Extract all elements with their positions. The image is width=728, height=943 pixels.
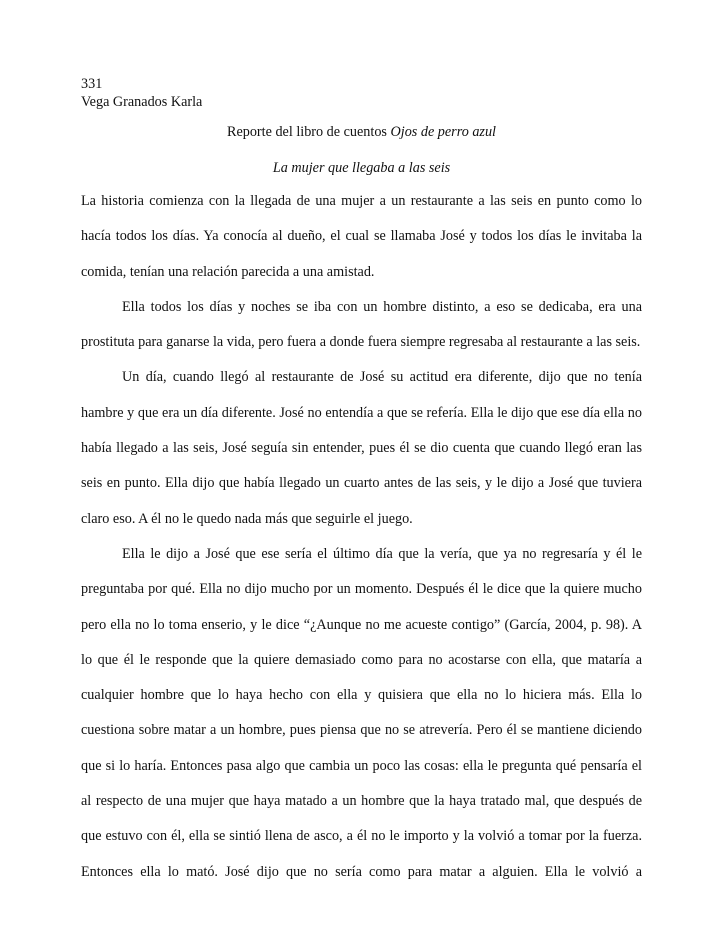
- paragraph-4: Ella le dijo a José que ese sería el último día que la vería, que ya no regresaría y él le preguntaba por qué. Ella no dijo mucho por un momento. Después él le dice que la quiere mucho pero ella no lo toma enserio, y le dice “¿Aunque no me acueste contigo” (García, 2004, p. 98). A lo que él le responde que la quiere demasiado como para no acostarse con ella, que mataría a cualquier hombre que lo haya hecho con ella y quisiera que ella no lo hiciera más. Ella lo cuestiona sobre matar a un hombre, pues piensa que no se atrevería. Pero él se mantiene diciendo que si lo haría. Entonces pasa algo que cambia un poco las cosas: ella le pregunta qué pensaría el al respecto de una mujer que haya matado a un hombre que la haya tratado mal, que después de que estuvo con él, ella se sintió llena de asco, a él no le importo y la volvió a tomar por la fuerza. Entonces ella lo mató. José dijo que no sería como para matar a alguien. Ella le volvió a: [81, 545, 642, 880]
- report-title-prefix: Reporte del libro de cuentos: [226, 124, 391, 140]
- book-title: Ojos de perro azul: [390, 124, 496, 140]
- page-number: 331: [81, 76, 103, 92]
- report-title: [81, 123, 642, 141]
- story-title: La mujer que llegaba a las seis: [272, 160, 451, 176]
- paragraph-2: Ella todos los días y noches se iba con un hombre distinto, a eso se dedicaba, era una prostituta para ganarse la vida, pero fuera a donde fuera siempre regresaba al restaurante a las seis.: [81, 298, 642, 351]
- author-name: Vega Granados Karla: [81, 94, 203, 110]
- report-body: [81, 184, 642, 890]
- paragraph-3: Un día, cuando llegó al restaurante de José su actitud era diferente, dijo que no tenía hambre y que era un día diferente. José no entendía a que se refería. Ella le dijo que ese día ella no había llegado a las seis, José seguía sin entender, pues él se dio cuenta que cuando llegó eran las seis en punto. Ella dijo que había llegado un cuarto antes de las seis, y le dijo a José que tuviera claro eso. A él no le quedo nada más que seguirle el juego.: [81, 369, 642, 527]
- paragraph-1: La historia comienza con la llegada de una mujer a un restaurante a las seis en punto como lo hacía todos los días. Ya conocía al dueño, el cual se llamaba José y todos los días le invitaba la comida, tenían una relación parecida a una amistad.: [81, 193, 642, 280]
